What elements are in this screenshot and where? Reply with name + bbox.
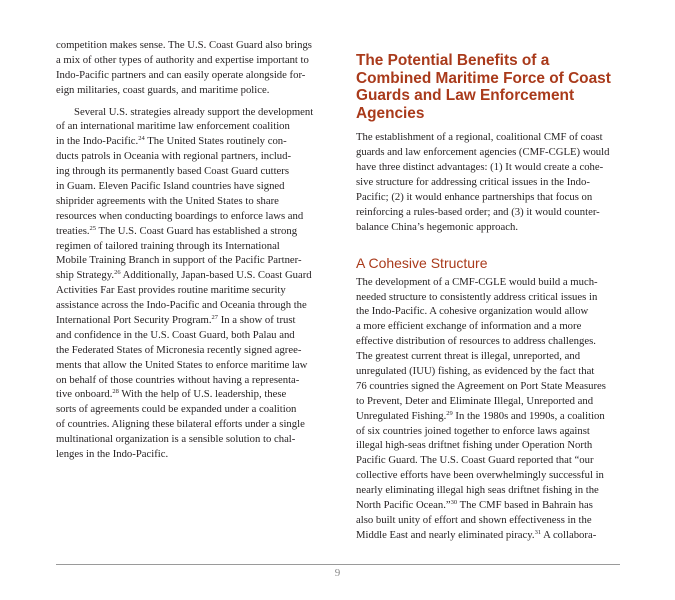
text-line: The Potential Benefits of a	[356, 52, 550, 69]
text-line: treaties.$^{25}$ The U.S. Coast Guard has established a strong	[56, 224, 298, 237]
text-line: North Pacific Ocean.”$^{30}$ The CMF based in Bahrain has	[356, 498, 593, 511]
footnote-ref: 26	[114, 269, 121, 277]
text-line: ments that allow the United States to enforce maritime law	[56, 358, 308, 371]
text-line: shiprider agreements with the United States to share	[56, 194, 279, 207]
text-line: The establishment of a regional, coalitional CMF of coast	[356, 131, 603, 144]
text-line: ing through its permanently based Coast Guard cutters	[56, 165, 289, 178]
text-line: competition makes sense. The U.S. Coast Guard also brings	[56, 39, 312, 51]
text-line: Agencies	[356, 104, 425, 122]
text-line: balance China’s hegemonic approach.	[356, 220, 519, 233]
text-line: of six countries joined together to enforce laws against	[356, 424, 590, 437]
cohesive-structure-paragraph	[356, 275, 620, 543]
text-line: Indo-Pacific partners and can easily operate alongside for-	[56, 68, 306, 81]
text-line: 76 countries signed the Agreement on Port State Measures	[356, 379, 606, 392]
text-line: effective distribution of resources to address challenges.	[356, 335, 596, 348]
text-line: the Indo-Pacific. A cohesive organization would allow	[356, 305, 589, 318]
text-line: of countries. Aligning these bilateral efforts under a single	[56, 418, 305, 431]
text-line: The development of a CMF-CGLE would build a much-	[356, 275, 598, 288]
text-line: eign militaries, coast guards, and maritime police.	[56, 83, 270, 96]
text-line: ducts patrols in Oceania with regional partners, includ-	[56, 150, 292, 163]
text-line: in the Indo-Pacific.$^{24}$ The United States routinely con-	[56, 135, 287, 148]
text-line: Pacific Guard. The U.S. Coast Guard reported that “our	[356, 454, 594, 467]
page-number: 9	[334, 567, 341, 579]
text-line: Combined Maritime Force of Coast	[356, 69, 611, 87]
text-line: a more efficient exchange of information and a more	[356, 320, 582, 333]
left-paragraph-2	[56, 105, 320, 462]
text-line: Guards and Law Enforcement	[356, 87, 575, 105]
text-line: also built unity of effort and shown effectiveness in the	[356, 513, 592, 526]
text-line: nearly eliminating illegal high seas driftnet fishing in the	[356, 484, 599, 497]
text-line: in Guam. Eleven Pacific Island countries have signed	[56, 180, 285, 193]
footnote-ref: 29	[446, 409, 453, 417]
subheading-cohesive-structure: A Cohesive Structure	[356, 254, 488, 271]
intro-paragraph	[356, 130, 620, 234]
text-line: Mobile Training Branch in support of the Pacific Partner-	[56, 254, 302, 267]
footnote-ref: 24	[138, 135, 145, 143]
text-line: assistance across the Indo-Pacific and Oceania through the	[56, 299, 307, 312]
text-line: illegal high-seas driftnet fishing under Operation North	[356, 439, 593, 452]
text-line: multinational organization is a sensible solution to chal-	[56, 433, 296, 446]
footnote-ref: 31	[534, 528, 542, 536]
text-line: collective efforts have been overwhelmingly successful in	[356, 469, 604, 482]
text-line: The greatest current threat is illegal, unreported, and	[356, 350, 581, 363]
text-line: reinforcing a rules-based order; and (3) it would counter-	[356, 205, 600, 218]
text-line: Unregulated Fishing.$^{29}$ In the 1980s and 1990s, a coalition	[356, 409, 605, 422]
text-line: guards and law enforcement agencies (CMF-CGLE) would	[356, 146, 610, 159]
section-title	[356, 52, 620, 122]
text-line: tive onboard.$^{28}$ With the help of U.S. leadership, these	[56, 388, 287, 401]
right-column	[356, 38, 620, 543]
text-line: unregulated (IUU) fishing, as evidenced by the fact that	[356, 364, 595, 377]
footnote-ref: 28	[112, 388, 119, 396]
footnote-ref: 27	[211, 314, 219, 322]
text-line: International Port Security Program.$^{27}$ In a show of trust	[56, 314, 296, 327]
text-line: Several U.S. strategies already support the development	[74, 105, 314, 118]
footnote-ref: 25	[89, 224, 97, 232]
text-line: of an international maritime law enforcement coalition	[56, 120, 290, 133]
text-line: Activities Far East provides routine maritime security	[56, 284, 286, 297]
footnote-ref: 30	[450, 498, 458, 506]
text-line: lenges in the Indo-Pacific.	[56, 448, 169, 461]
left-paragraph-1	[56, 38, 320, 98]
text-line: needed structure to consistently address critical issues in	[356, 290, 598, 303]
text-line: resources when conducting boardings to enforce laws and	[56, 209, 304, 222]
text-line: sive structure for addressing critical issues in the Indo-	[356, 176, 590, 189]
left-column	[56, 38, 320, 462]
text-line: Middle East and nearly eliminated piracy.$^{31}$ A collabora-	[356, 528, 597, 541]
text-line: to Prevent, Deter and Eliminate Illegal, Unreported and	[356, 394, 594, 407]
text-line: have three distinct advantages: (1) It would create a cohe-	[356, 161, 604, 174]
text-line: and confidence in the U.S. Coast Guard, both Palau and	[56, 328, 295, 341]
text-line: the Federated States of Micronesia recently signed agree-	[56, 343, 302, 356]
text-line: a mix of other types of authority and expertise important to	[56, 53, 309, 66]
text-line: ship Strategy.$^{26}$ Additionally, Japan-based U.S. Coast Guard	[56, 269, 312, 282]
text-line: sorts of agreements could be expanded under a coalition	[56, 403, 297, 416]
text-line: regimen of tailored training through its International	[56, 239, 280, 252]
footer-rule	[56, 564, 620, 565]
text-line: on behalf of those countries without having a representa-	[56, 373, 300, 386]
text-line: Pacific; (2) it would enhance partnerships that focus on	[356, 190, 593, 203]
